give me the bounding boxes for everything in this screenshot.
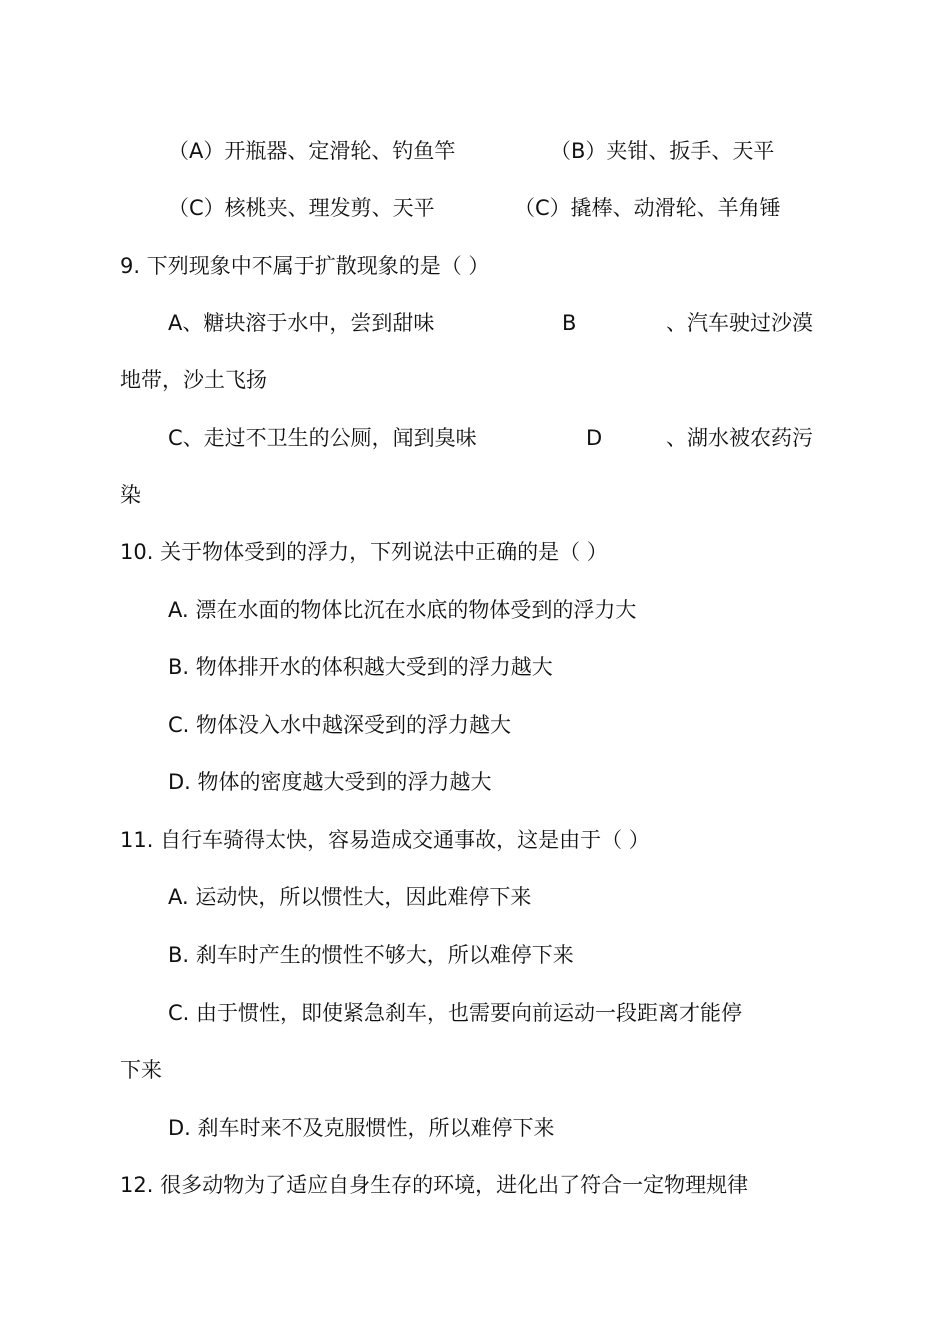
q8-option-c2: （C）撬棒、动滑轮、羊角锤 [514,196,781,220]
q9-stem: 9. 下列现象中不属于扩散现象的是（ ） [120,254,490,278]
q11-option-c-continuation: 下来 [120,1058,162,1082]
q11-option-c: C. 由于惯性，即使紧急刹车，也需要向前运动一段距离才能停 [168,1001,743,1025]
q8-option-a: （A）开瓶器、定滑轮、钓鱼竿 [168,139,456,163]
q11-option-b: B. 刹车时产生的惯性不够大，所以难停下来 [168,943,574,967]
q10-option-a: A. 漂在水面的物体比沉在水底的物体受到的浮力大 [168,598,637,622]
q9-option-c: C、走过不卫生的公厕，闻到臭味 [168,426,477,450]
q10-option-d: D. 物体的密度越大受到的浮力越大 [168,770,492,794]
q10-stem: 10. 关于物体受到的浮力，下列说法中正确的是（ ） [120,540,608,564]
q9-option-d-continuation: 染 [120,483,141,507]
q10-option-c: C. 物体没入水中越深受到的浮力越大 [168,713,512,737]
q8-option-b: （B）夹钳、扳手、天平 [550,139,775,163]
q11-option-d: D. 刹车时来不及克服惯性，所以难停下来 [168,1116,555,1140]
q9-option-d-text: 、湖水被农药污 [666,426,813,450]
q9-option-b-text: 、汽车驶过沙漠 [666,311,813,335]
q9-option-d-letter: D [586,426,603,450]
q11-stem: 11. 自行车骑得太快，容易造成交通事故，这是由于（ ） [120,828,650,852]
q9-option-a: A、糖块溶于水中，尝到甜味 [168,311,435,335]
q9-option-b-letter: B [562,311,577,335]
q11-option-a: A. 运动快，所以惯性大，因此难停下来 [168,885,532,909]
q8-option-c1: （C）核桃夹、理发剪、天平 [168,196,435,220]
q12-stem: 12. 很多动物为了适应自身生存的环境，进化出了符合一定物理规律 [120,1173,749,1197]
q10-option-b: B. 物体排开水的体积越大受到的浮力越大 [168,655,553,679]
q9-option-b-continuation: 地带，沙土飞扬 [120,368,267,392]
